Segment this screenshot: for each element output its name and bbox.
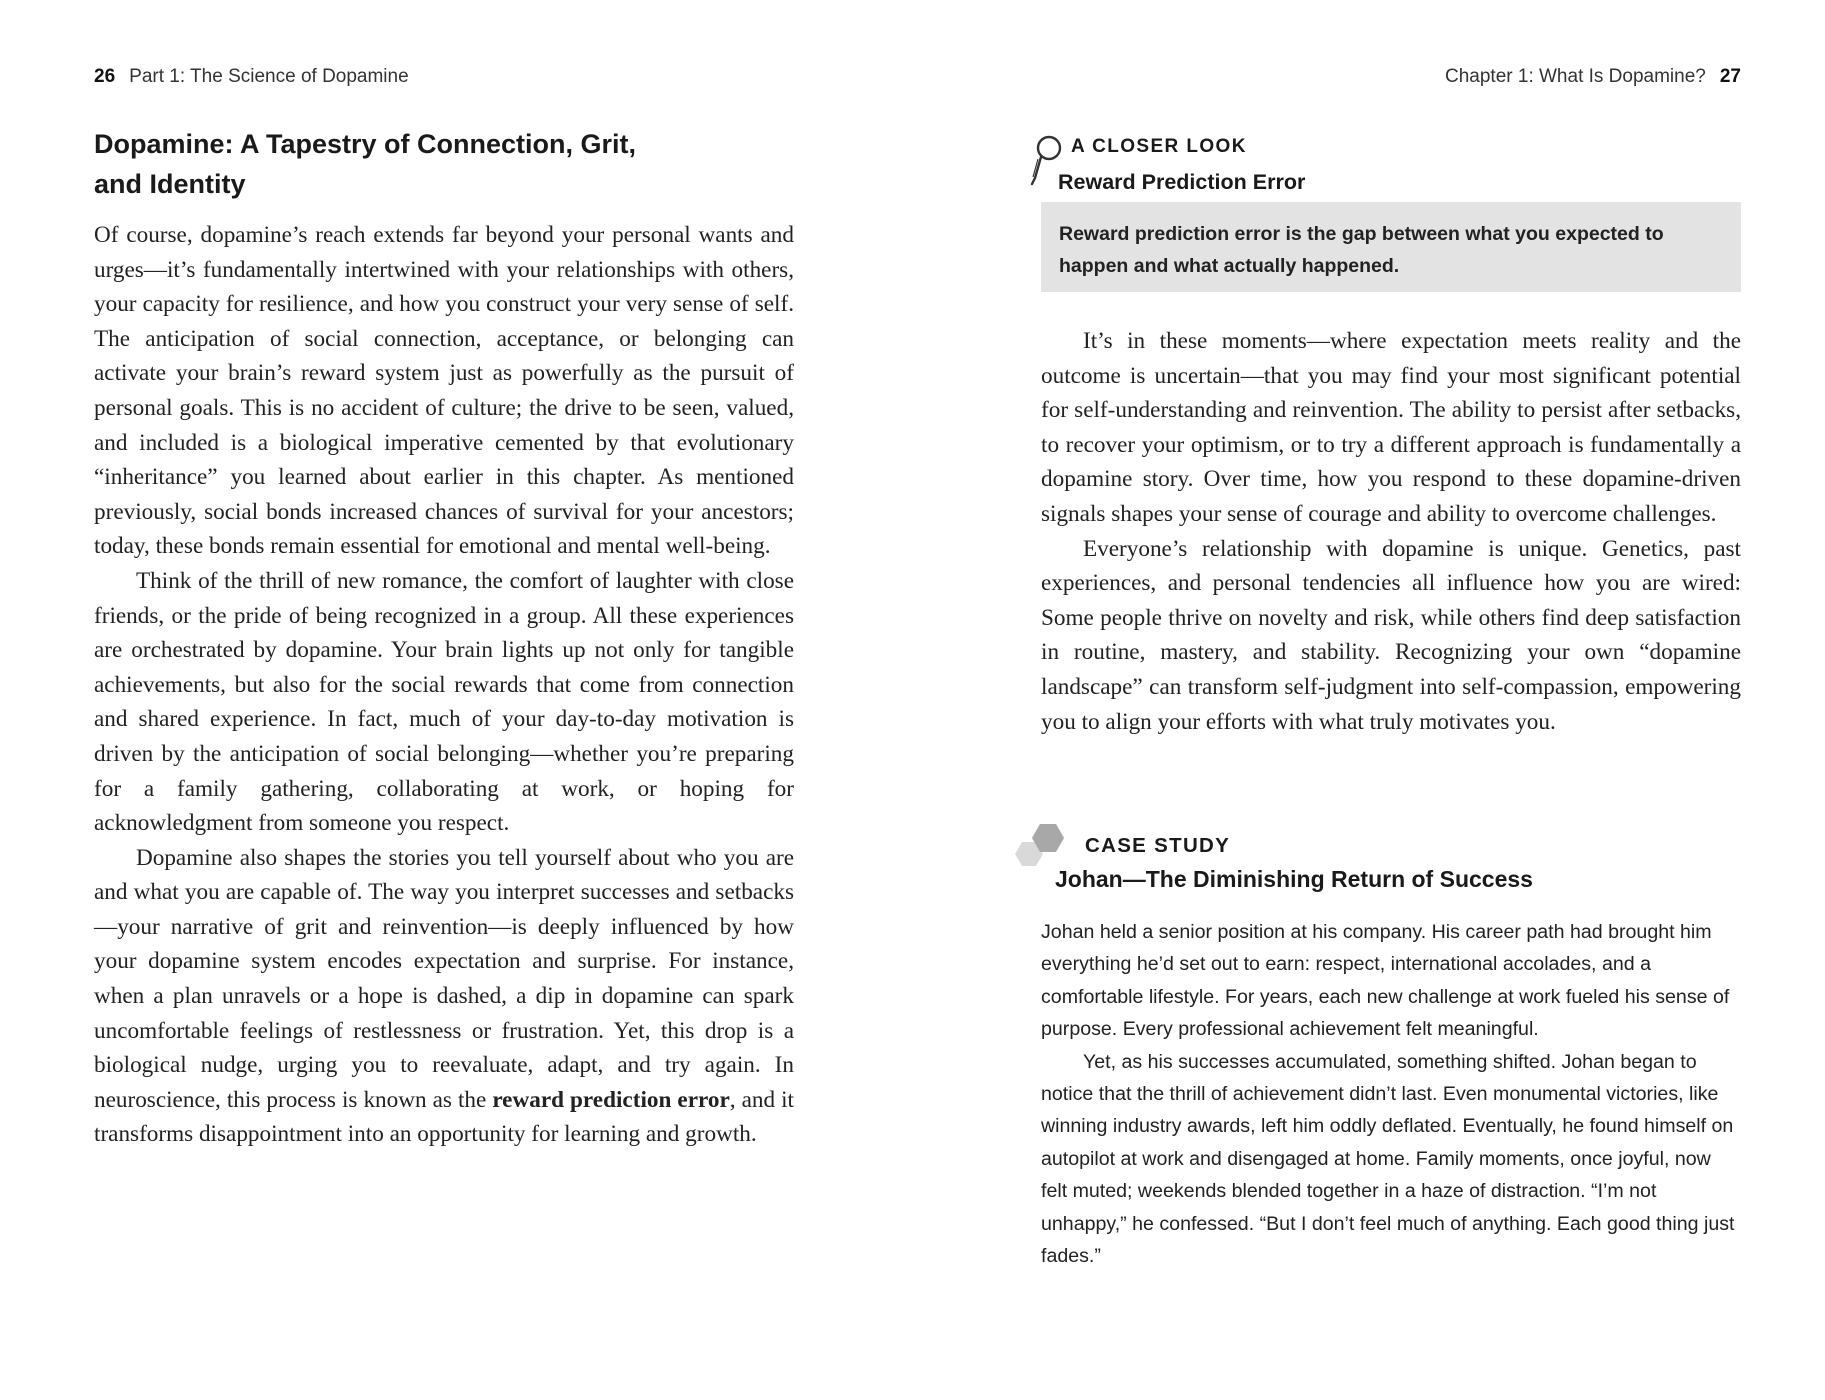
section-title-line-1: Dopamine: A Tapestry of Connection, Grit, — [94, 129, 637, 159]
left-page — [0, 0, 912, 1400]
case-study-body — [1041, 916, 1741, 1272]
body-text-left — [94, 218, 794, 1152]
sidebar-kicker: A CLOSER LOOK — [1071, 136, 1247, 157]
definition-box: Reward prediction error is the gap between what you expected to happen and what actually happened. — [1041, 202, 1741, 292]
right-page — [913, 0, 1825, 1400]
case-study-kicker: CASE STUDY — [1085, 834, 1231, 857]
case-study-title: Johan—The Diminishing Return of Success — [1055, 866, 1533, 892]
bold-term: reward prediction error — [492, 1086, 730, 1113]
body-paragraph: It’s in these moments—where expectation meets reality and the outcome is uncertain—that you may find your most significant potential for self-understanding and reinvention. The ability to persist after setbacks, to recover your optimism, or to try a different approach is fundamentally a dopamine story. Over time, how you respond to these dopamine-driven signals shapes your sense of courage and ability to overcome challenges. — [1041, 328, 1741, 527]
body-paragraph — [94, 841, 794, 1152]
page-number: 27 — [1719, 66, 1741, 87]
section-title-line-2: and Identity — [94, 169, 246, 199]
running-head-left — [94, 66, 409, 88]
section-title — [94, 124, 734, 204]
case-study-paragraph: Yet, as his successes accumulated, something shifted. Johan began to notice that the thrill of achievement didn’t last. Even monumental victories, like winning industry awards, left him oddly deflated. Eventually, he found himself on autopilot at work and disengaged at home. Family moments, once joyful, now felt muted; weekends blended together in a haze of distraction. “I’m not unhappy,” he confessed. “But I don’t feel much of anything. Each good thing just fades.” — [1041, 1050, 1735, 1268]
running-head-right — [1445, 66, 1741, 88]
page-number: 26 — [94, 66, 116, 87]
body-paragraph: Think of the thrill of new romance, the comfort of laughter with close friends, or the pride of being recognized in a group. All these experiences are orchestrated by dopamine. Your brain lights up not only for tangible achievements, but also for the social rewards that come from connection and shared experience. In fact, much of your day-to-day motivation is driven by the anticipation of social belonging—whether you’re preparing for a family gathering, collaborating at work, or hoping for acknowledgment from someone you respect. — [94, 567, 794, 837]
paragraph-text: , and it transforms disappointment into an opportunity for learning and growth. — [94, 1086, 794, 1148]
body-text-right — [1041, 324, 1741, 739]
body-paragraph: Of course, dopamine’s reach extends far beyond your personal wants and urges—it’s fundamentally intertwined with your relationships with others, your capacity for resilience, and how you construct your very sense of self. The anticipation of social connection, acceptance, or belonging can activate your brain’s reward system just as powerfully as the pursuit of personal goals. This is no accident of culture; the drive to be seen, valued, and included is a biological imperative cemented by that evolutionary “inheritance” you learned about earlier in this chapter. As mentioned previously, social bonds increased chances of survival for your ancestors; today, these bonds remain essential for emotional and mental well-being. — [94, 222, 794, 560]
paragraph-text: Dopamine also shapes the stories you tell yourself about who you are and what you are capable of. The way you interpret successes and setbacks—your narrative of grit and reinvention—is deeply influenced by how your dopamine system encodes expectation and surprise. For instance, when a plan unravels or a hope is dashed, a dip in dopamine can spark uncomfortable feelings of restlessness or frustration. Yet, this drop is a biological nudge, urging you to reevaluate, adapt, and try again. In neuroscience, this process is known as the — [94, 844, 794, 1113]
chapter-title: Chapter 1: What Is Dopamine? — [1445, 66, 1706, 87]
sidebar-title: Reward Prediction Error — [1058, 170, 1306, 194]
case-study-paragraph: Johan held a senior position at his company. His career path had brought him everything he’d set out to earn: respect, international accolades, and a comfortable lifestyle. For years, each new challenge at work fueled his sense of purpose. Every professional achievement felt meaningful. — [1041, 921, 1730, 1041]
part-title: Part 1: The Science of Dopamine — [129, 66, 409, 87]
body-paragraph: Everyone’s relationship with dopamine is unique. Genetics, past experiences, and personal tendencies all influence how you are wired: Some people thrive on novelty and risk, while others find deep satisfaction in routine, mastery, and stability. Recognizing your own “dopamine landscape” can transform self-judgment into self-compassion, empowering you to align your efforts with what truly motivates you. — [1041, 535, 1741, 735]
